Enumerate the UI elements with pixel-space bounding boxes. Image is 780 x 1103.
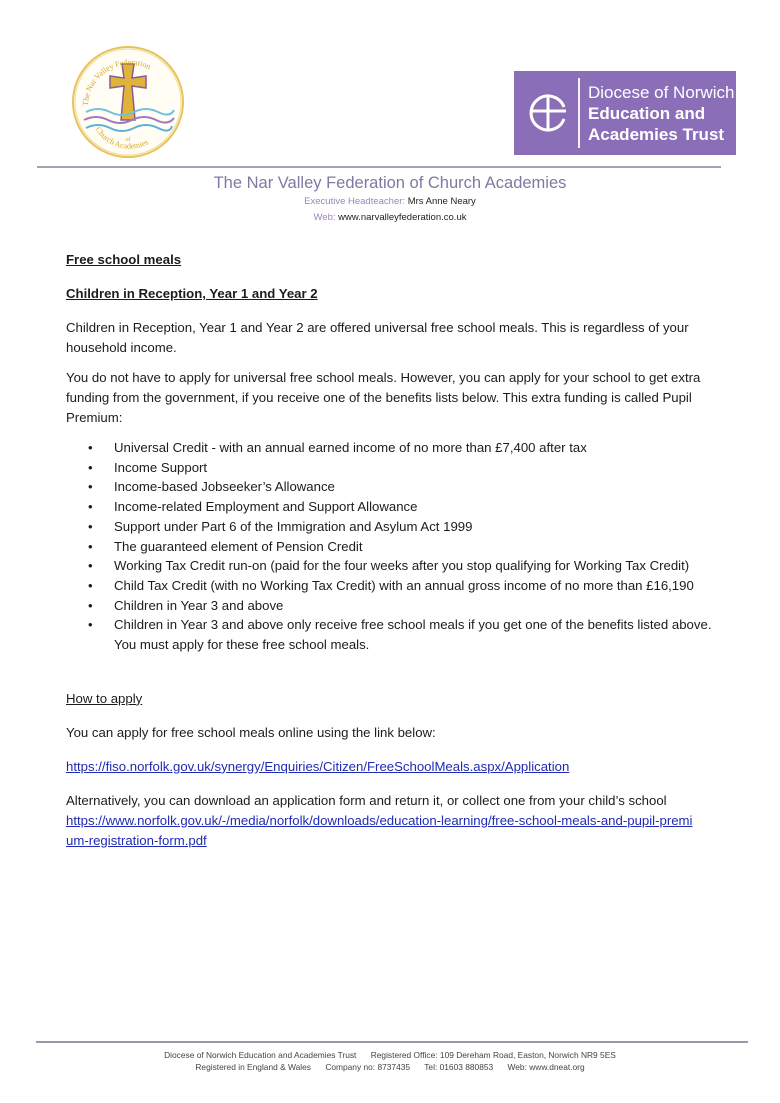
bullet-icon: •: [88, 617, 93, 633]
section-heading-reception: Children in Reception, Year 1 and Year 2: [66, 286, 318, 301]
benefit-item: [66, 477, 726, 497]
church-of-england-emblem-icon: [524, 89, 572, 137]
benefit-text: Child Tax Credit (with no Working Tax Credit) with an annual gross income of no more than £16,190: [114, 577, 694, 593]
benefit-text: Children in Year 3 and above only receive free school meals if you get one of the benefits listed above. You must apply for these free school meals.: [114, 617, 712, 653]
benefit-text: Working Tax Credit run-on (paid for the four weeks after you stop qualifying for Working Tax Credit): [114, 558, 690, 574]
download-form-link[interactable]: https://www.norfolk.gov.uk/-/media/norfolk/downloads/education-learning/free-school-meals-and-pupil-premium-registration-form.pdf: [66, 812, 693, 848]
bullet-icon: •: [88, 577, 93, 593]
bullet-icon: •: [88, 479, 93, 495]
dneat-logo-line3: Academies Trust: [588, 124, 725, 144]
website-line: [0, 212, 780, 223]
bullet-icon: •: [88, 440, 93, 455]
footer-office: Registered Office: 109 Dereham Road, Easton, Norwich NR9 5ES: [370, 1050, 616, 1060]
footer-org: Diocese of Norwich Education and Academies Trust: [164, 1050, 357, 1060]
benefit-item: [66, 497, 726, 517]
download-form-text: Alternatively, you can download an application form and return it, or collect one from your child’s school: [66, 792, 667, 808]
footer-tel: Tel: 01603 880853: [424, 1062, 494, 1072]
section-heading-how-to-apply: How to apply: [66, 690, 143, 706]
footer-company: Company no: 8737435: [325, 1062, 411, 1072]
dneat-logo: [514, 71, 736, 155]
bullet-icon: •: [88, 518, 93, 534]
crest-ring-text-bottom: Church Academies: [93, 125, 150, 151]
crest-ring-text-mid: of: [125, 137, 131, 143]
headteacher-line: [0, 196, 780, 207]
bullet-icon: •: [88, 538, 93, 554]
benefit-text: Children in Year 3 and above: [114, 597, 284, 613]
benefit-text: Income Support: [114, 459, 208, 475]
benefit-item: [66, 458, 726, 478]
footer-web[interactable]: Web: www.dneat.org: [507, 1062, 585, 1072]
benefit-item: [66, 537, 726, 557]
dneat-logo-line2: Education and: [588, 103, 706, 123]
benefit-text: Support under Part 6 of the Immigration and Asylum Act 1999: [114, 518, 473, 534]
benefit-text: Income-related Employment and Support Allowance: [114, 499, 418, 515]
header-divider: [37, 166, 721, 168]
nar-valley-federation-crest-icon: [70, 44, 186, 160]
logo-divider: [578, 78, 580, 148]
dneat-logo-text: [588, 82, 734, 145]
paragraph-pupil-premium: You do not have to apply for universal free school meals. However, you can apply for your school to get extra funding from the government, if you receive one of the benefits lists below. This extra funding is called Pupil Premium:: [66, 370, 701, 425]
benefit-item: [66, 615, 726, 654]
web-label: Web:: [313, 212, 336, 223]
benefit-text: The guaranteed element of Pension Credit: [114, 538, 363, 554]
footer-line-2: [0, 1062, 780, 1072]
document-body: [66, 250, 726, 851]
bullet-icon: •: [88, 558, 93, 574]
headteacher-label: Executive Headteacher:: [304, 196, 406, 207]
benefit-item: [66, 517, 726, 537]
benefit-text: Income-based Jobseeker’s Allowance: [114, 479, 335, 495]
benefit-item: [66, 438, 726, 458]
footer-divider: [36, 1041, 748, 1043]
crest-ring-text-top: The Nar Valley Federation: [80, 57, 153, 107]
document-title: Free school meals: [66, 252, 182, 267]
benefit-item: [66, 556, 726, 576]
benefit-text: Universal Credit - with an annual earned income of no more than £7,400 after tax: [114, 440, 587, 455]
bullet-icon: •: [88, 499, 93, 515]
benefits-list: [66, 438, 726, 655]
benefit-item: [66, 596, 726, 616]
bullet-icon: •: [88, 459, 93, 475]
federation-name: The Nar Valley Federation of Church Academies: [213, 174, 567, 192]
footer-registered: Registered in England & Wales: [195, 1062, 311, 1072]
footer-line-1: [0, 1050, 780, 1060]
apply-online-link[interactable]: https://fiso.norfolk.gov.uk/synergy/Enquiries/Citizen/FreeSchoolMeals.aspx/Application: [66, 758, 570, 774]
web-url[interactable]: www.narvalleyfederation.co.uk: [338, 212, 467, 223]
benefit-item: [66, 576, 726, 596]
headteacher-name: Mrs Anne Neary: [407, 196, 476, 207]
federation-crest-logo: [70, 44, 186, 160]
dneat-logo-line1: Diocese of Norwich: [588, 82, 735, 102]
apply-online-text: You can apply for free school meals online using the link below:: [66, 724, 436, 740]
paragraph-universal-meals: Children in Reception, Year 1 and Year 2 are offered universal free school meals. This is regardless of your household income.: [66, 320, 689, 355]
bullet-icon: •: [88, 597, 93, 613]
